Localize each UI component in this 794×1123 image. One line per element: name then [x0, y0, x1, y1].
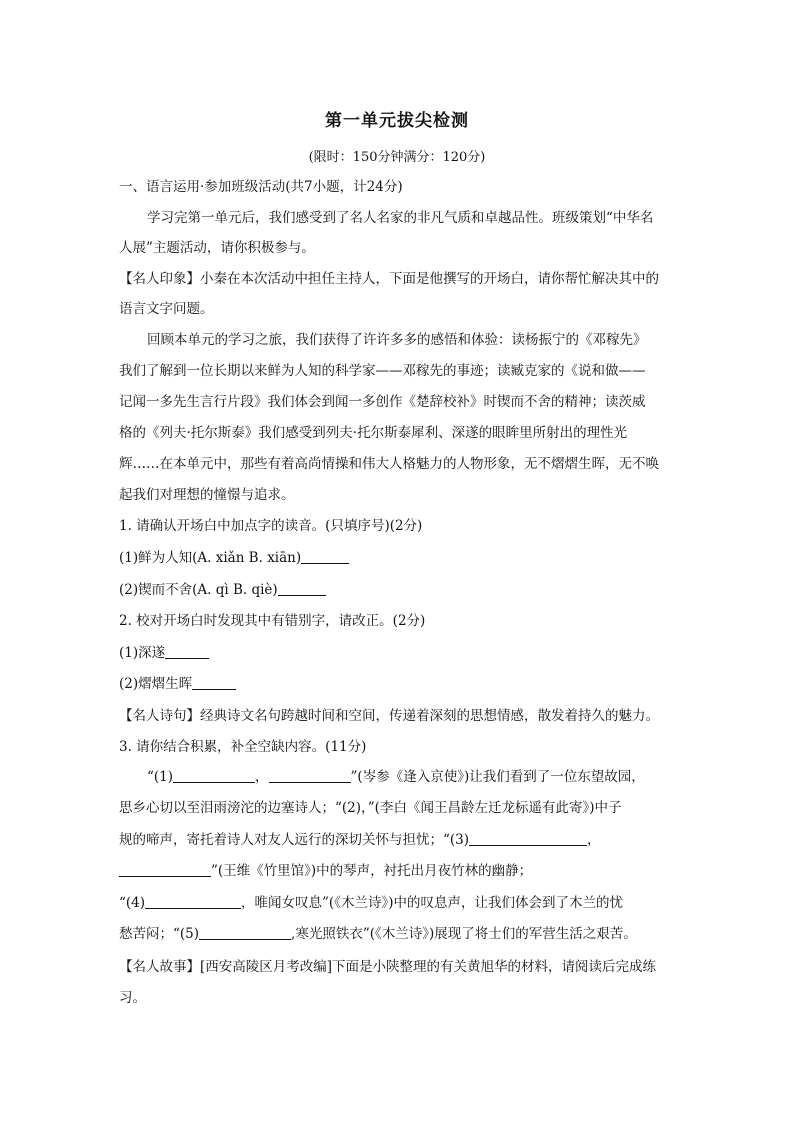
section-heading: 一、语言运用·参加班级活动(共7小题，计24分) [119, 179, 403, 195]
passage-line: 辉……在本单元中，那些有着高尚情操和伟大人格魅力的人物形象，无不熠熠生晖，无不唤 [119, 456, 659, 472]
intro-line: 学习完第一单元后，我们感受到了名人名家的非凡气质和卓越品性。班级策划“中华名 [147, 210, 654, 226]
question-1-stem: 1. 请确认开场白中加点字的读音。(只填序号)(2分) [119, 518, 423, 534]
question-2-item: (2)熠熠生晖 [119, 674, 236, 694]
question-3-line: 思乡心切以至泪雨滂沱的边塞诗人；“(2)，”(李白《闻王昌龄左迁龙标遥有此寄》)中子 [119, 800, 622, 816]
question-3-line: “(1) ， ”(岑参《逢入京使》)让我们看到了一位东望故园， [147, 769, 645, 785]
answer-blank[interactable] [173, 768, 255, 783]
passage-line: 格的《列夫·托尔斯泰》我们感受到列夫·托尔斯泰犀利、深遂的眼眸里所射出的理性光 [119, 425, 628, 441]
poem-section-line: 【名人诗句】经典诗文名句跨越时间和空间，传递着深刻的思想情感，散发着持久的魅力。 [119, 708, 659, 724]
question-3-line: 愁苦闷；“(5) ,寒光照铁衣”(《木兰诗》)展现了将士们的军营生活之艰苦。 [119, 926, 637, 942]
question-1-item: (1)鲜为人知(A. xiǎn B. xiān) [119, 548, 349, 568]
answer-blank[interactable] [145, 894, 241, 909]
intro-line: 人展”主题活动，请你积极参与。 [119, 240, 315, 256]
answer-blank[interactable] [301, 549, 349, 564]
question-3-line: 规的啼声，寄托着诗人对友人远行的深切关怀与担忧；“(3) ， [119, 832, 601, 848]
answer-blank[interactable] [199, 925, 291, 940]
question-3-line: ”(王维《竹里馆》)中的琴声，衬托出月夜竹林的幽静； [119, 861, 532, 881]
impression-line: 【名人印象】小秦在本次活动中担任主持人，下面是他撰写的开场白，请你帮忙解决其中的 [119, 271, 659, 287]
passage-line: 回顾本单元的学习之旅，我们获得了许许多多的感悟和体验：读杨振宁的《邓稼先》 [147, 332, 647, 348]
answer-blank[interactable] [469, 831, 587, 846]
story-tag: 【名人故事】 [119, 959, 200, 975]
impression-tag: 【名人印象】 [119, 271, 200, 287]
question-2-item: (1)深遂 [119, 643, 209, 663]
passage-line: 起我们对理想的憧憬与追求。 [119, 487, 295, 503]
question-2-stem: 2. 校对开场白时发现其中有错别字，请改正。(2分) [119, 613, 426, 629]
answer-blank[interactable] [119, 862, 211, 877]
answer-blank[interactable] [278, 581, 326, 596]
impression-line: 语言文字问题。 [119, 301, 214, 317]
question-1-item: (2)锲而不舍(A. qì B. qiè) [119, 580, 326, 600]
passage-line: 记闻一多先生言行片段》我们体会到闻一多创作《楚辞校补》时锲而不舍的精神；读茨威 [119, 394, 646, 410]
page-title: 第一单元拔尖检测 [325, 111, 469, 131]
question-3-line: “(4) ，唯闻女叹息”(《木兰诗》)中的叹息声，让我们体会到了木兰的忧 [119, 895, 623, 911]
answer-blank[interactable] [165, 644, 209, 659]
answer-blank[interactable] [269, 768, 351, 783]
question-3-stem: 3. 请你结合积累，补全空缺内容。(11分) [119, 739, 367, 755]
answer-blank[interactable] [192, 675, 236, 690]
page-subtitle: (限时：150分钟满分：120分) [308, 150, 486, 165]
story-line: 【名人故事】[西安高陵区月考改编]下面是小陕整理的有关黄旭华的材料，请阅读后完成练 [119, 959, 657, 975]
poem-section-tag: 【名人诗句】 [119, 708, 200, 724]
passage-line: 我们了解到一位长期以来鲜为人知的科学家——邓稼先的事迹；读臧克家的《说和做—— [119, 363, 646, 379]
story-line: 习。 [119, 990, 146, 1006]
